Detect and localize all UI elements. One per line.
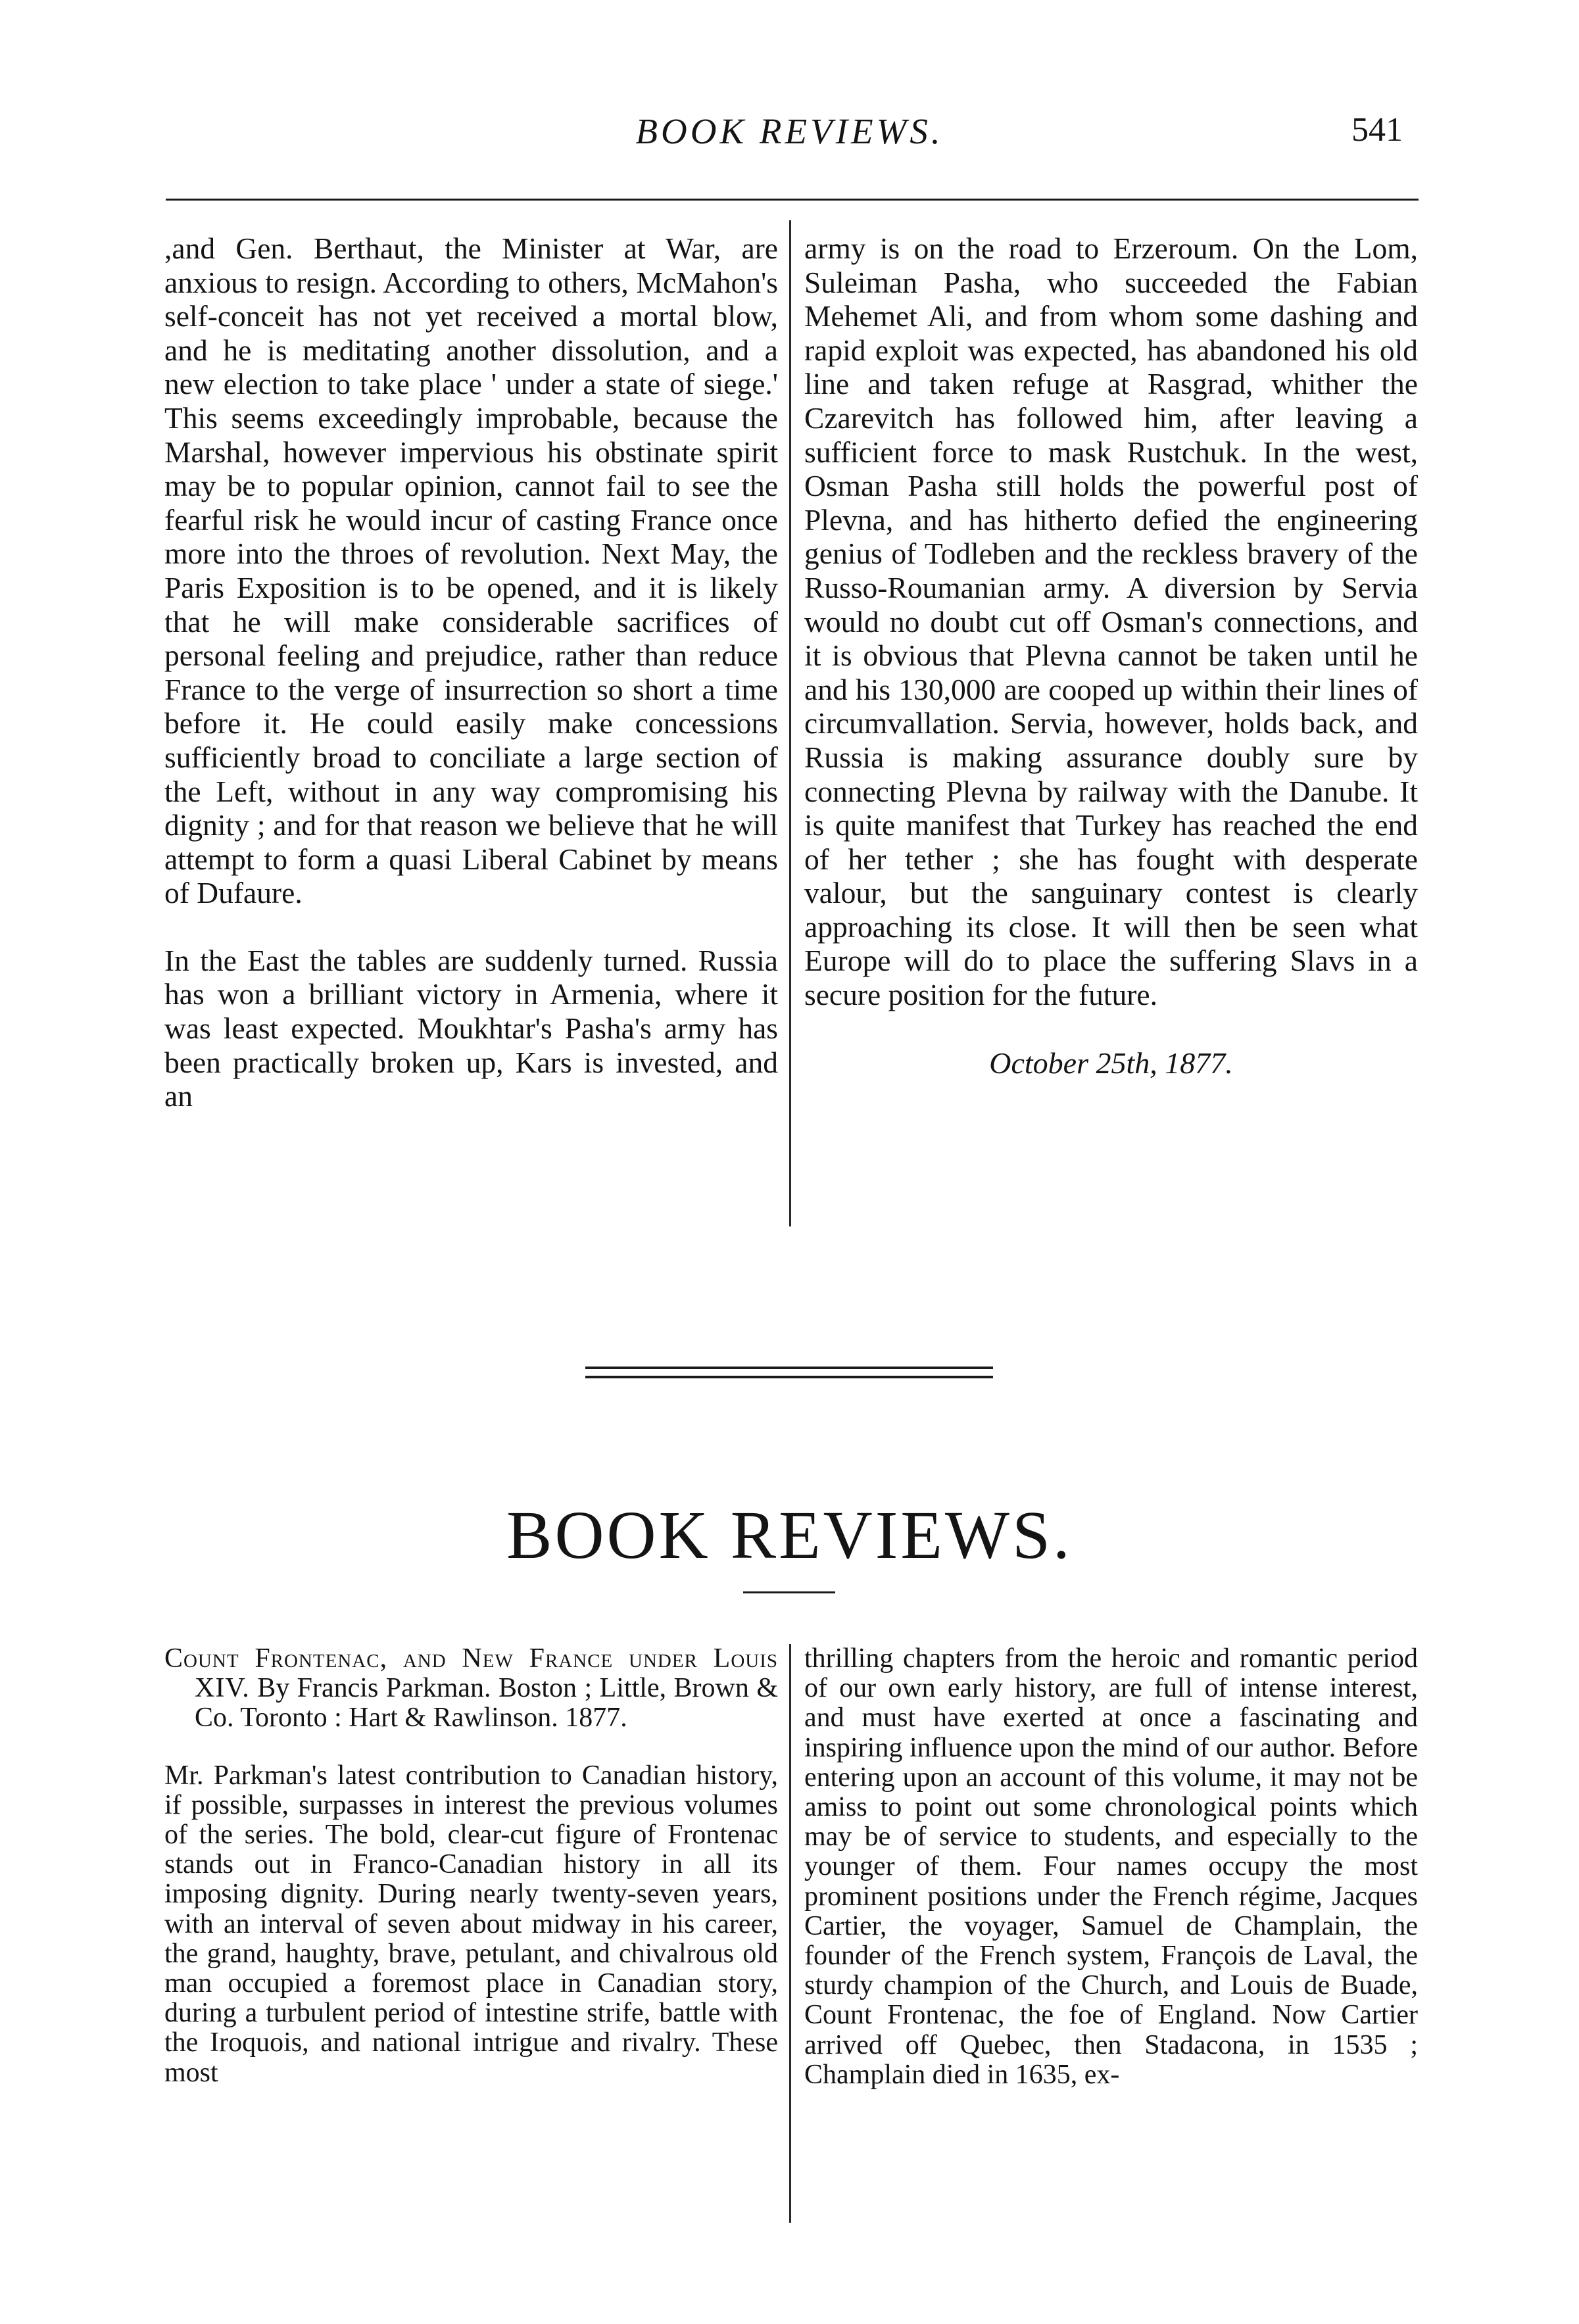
running-title: BOOK REVIEWS. [635,111,944,151]
upper-left-paragraph-1: ,and Gen. Berthaut, the Minister at War, are anxious to resign. According to others, McMahon's self-conceit has not yet received a mortal blow, and he is meditating another dissolution, and a new election to take place ' under a state of siege.' This seems exceedingly improbable, because the Marshal, however impervious his obstinate spirit may be to popular opinion, cannot fail to see the fearful risk he would incur of casting France once more into the throes of revolution. Next May, the Paris Exposition is to be opened, and it is likely that he will make considerable sacrifices of personal feeling and prejudice, rather than reduce France to the verge of insurrection so short a time before it. He could easily make concessions sufficiently broad to conciliate a large section of the Left, without in any way compromising his dignity ; and for that reason we believe that he will attempt to form a quasi Liberal Cabinet by means of Dufaure. [164,231,778,910]
running-head [0,97,1579,157]
header-rule [166,199,1419,201]
book-title: Count Frontenac, and New France under Louis XIV. [164,1643,778,1704]
review-left-column [164,1644,778,2088]
book-heading [164,1644,778,1733]
review-right-paragraph-1: thrilling chapters from the heroic and romantic period of our own early history, are full of intense interest, and must have exerted at once a fascinating and inspiring influence upon the mind of our author. Before entering upon an account of this volume, it may not be amiss to point out some chronological points which may be of service to students, and especially to the younger of them. Four names occupy the most prominent positions under the French régime, Jacques Cartier, the voyager, Samuel de Champlain, the founder of the French system, François de Laval, the sturdy champion of the Church, and Louis de Buade, Count Frontenac, the foe of England. Now Cartier arrived off Quebec, then Stadacona, in 1535 ; Champlain died in 1635, ex- [804,1643,1418,2090]
section-title-rule [743,1591,835,1593]
section-separator-bottom [585,1376,993,1378]
review-left-paragraph-1: Mr. Parkman's latest contribution to Canadian history, if possible, surpasses in interest the previous volumes of the series. The bold, clear-cut figure of Frontenac stands out in Franco-Canadian history in all its imposing dignity. During nearly twenty-seven years, with an interval of seven about midway in his career, the grand, haughty, brave, petulant, and chivalrous old man occupied a foremost place in Canadian story, during a turbulent period of intestine strife, battle with the Iroquois, and national intrigue and rivalry. These most [164,1760,778,2088]
section-title: BOOK REVIEWS. [506,1497,1073,1573]
section-separator-top [585,1367,993,1369]
upper-right-paragraph-1: army is on the road to Erzeroum. On the Lom, Suleiman Pasha, who succeeded the Fabian Mehemet Ali, and from whom some dashing and rapid exploit was expected, has abandoned his old line and taken refuge at Rasgrad, whither the Czarevitch has followed him, after leaving a sufficient force to mask Rustchuk. In the west, Osman Pasha still holds the powerful post of Plevna, and has hitherto defied the engineering genius of Todleben and the reckless bravery of the Russo-Roumanian army. A diversion by Servia would no doubt cut off Osman's connections, and it is obvious that Plevna cannot be taken until he and his 130,000 are cooped up within their lines of circumvallation. Servia, however, holds back, and Russia is making assurance doubly sure by connecting Plevna by railway with the Danube. It is quite manifest that Turkey has reached the end of her tether ; she has fought with desperate valour, but the sanguinary contest is clearly approaching its close. It will then be seen what Europe will do to place the suffering Slavs in a secure position for the future. [804,231,1418,1012]
column-divider-review [789,1644,791,2223]
dateline: October 25th, 1877. [989,1046,1233,1080]
upper-right-column [804,231,1418,1080]
column-divider-upper [789,220,791,1226]
page-number: 541 [1351,111,1403,149]
review-right-column [804,1644,1418,2090]
book-publication-info: By Francis Parkman. Boston ; Little, Brown & Co. Toronto : Hart & Rawlinson. 1877. [195,1673,778,1733]
upper-left-column [164,231,778,1113]
upper-left-paragraph-2: In the East the tables are suddenly turned. Russia has won a brilliant victory in Armenia, where it was least expected. Moukhtar's Pasha's army has been practically broken up, Kars is invested, and an [164,943,778,1113]
